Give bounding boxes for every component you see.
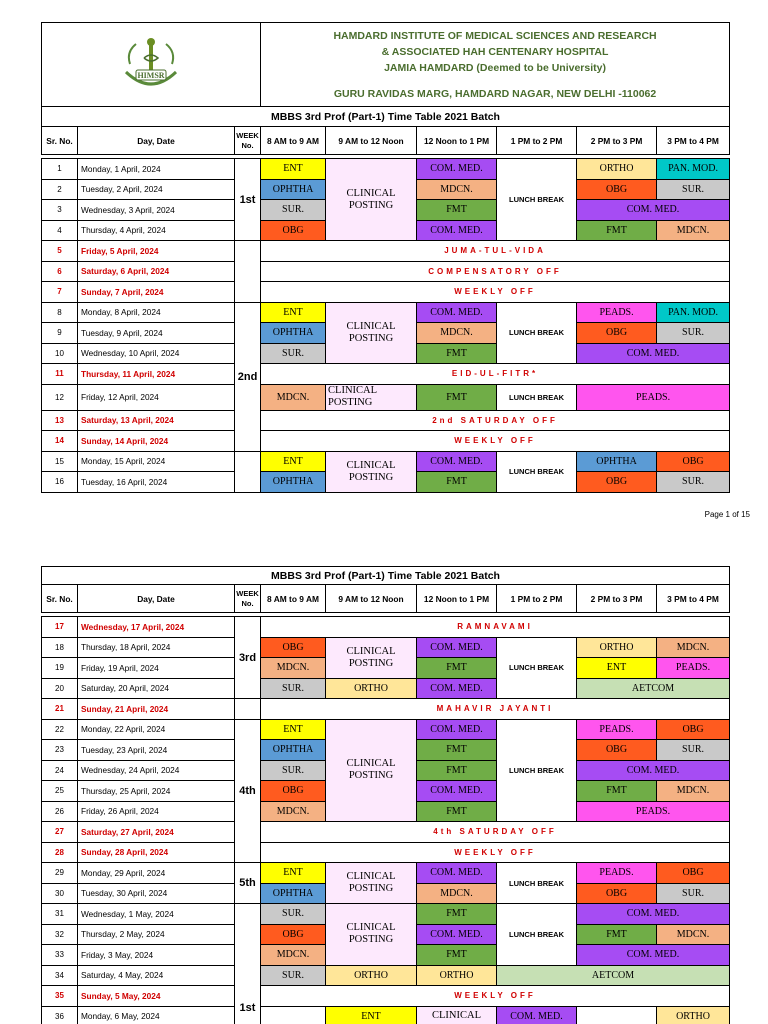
header-slot-3-4: 3 PM to 4 PM — [657, 585, 730, 613]
header-day-date: Day, Date — [78, 127, 235, 155]
table-row: 2 Tuesday, 2 April, 2024 OPHTHA MDCN. OBG SUR. — [42, 179, 730, 200]
table-row: 19 Friday, 19 April, 2024 MDCN. FMT ENT PEADS. — [42, 658, 730, 679]
table-row: 35 Sunday, 5 May, 2024 WEEKLY OFF — [42, 986, 730, 1007]
lunch-break: LUNCH BREAK — [497, 451, 577, 492]
lunch-break: LUNCH BREAK — [497, 302, 577, 364]
week-label: 1st — [235, 159, 261, 241]
table-row: 32 Thursday, 2 May, 2024 OBG COM. MED. FMT MDCN. — [42, 924, 730, 945]
table-row: 6 Saturday, 6 April, 2024 COMPENSATORY OFF — [42, 261, 730, 282]
holiday-label: 2nd SATURDAY OFF — [261, 410, 730, 431]
header-slot-2-3: 2 PM to 3 PM — [577, 127, 657, 155]
header-day-date: Day, Date — [78, 585, 235, 613]
header-sr-no: Sr. No. — [42, 585, 78, 613]
institute-header — [261, 23, 730, 107]
table-row: 23 Tuesday, 23 April, 2024 OPHTHA FMT OBG SUR. — [42, 740, 730, 761]
lunch-break: LUNCH BREAK — [497, 904, 577, 966]
holiday-label: WEEKLY OFF — [261, 282, 730, 303]
table-row: 16 Tuesday, 16 April, 2024 OPHTHA FMT OBG SUR. — [42, 472, 730, 493]
holiday-label: WEEKLY OFF — [261, 842, 730, 863]
holiday-label: JUMA-TUL-VIDA — [261, 241, 730, 262]
header-slot-8-9: 8 AM to 9 AM — [261, 127, 326, 155]
header-slot-1-2: 1 PM to 2 PM — [497, 585, 577, 613]
week-label: 2nd — [235, 302, 261, 451]
timetable-page-1-table — [41, 22, 730, 493]
table-row: 34 Saturday, 4 May, 2024 SUR. ORTHO ORTHO AETCOM — [42, 965, 730, 986]
table-row: 30 Tuesday, 30 April, 2024 OPHTHA MDCN. OBG SUR. — [42, 883, 730, 904]
svg-text:HIMSR: HIMSR — [137, 70, 165, 80]
lunch-break: LUNCH BREAK — [497, 159, 577, 241]
table-row: 26 Friday, 26 April, 2024 MDCN. FMT PEADS. — [42, 801, 730, 822]
header-slot-12-1: 12 Noon to 1 PM — [417, 127, 497, 155]
timetable-title: MBBS 3rd Prof (Part-1) Time Table 2021 Batch — [42, 567, 730, 585]
header-sr-no: Sr. No. — [42, 127, 78, 155]
university-name: JAMIA HAMDARD (Deemed to be University) — [384, 61, 606, 74]
header-slot-2-3: 2 PM to 3 PM — [577, 585, 657, 613]
table-row: 5 Friday, 5 April, 2024 JUMA-TUL-VIDA — [42, 241, 730, 262]
holiday-label: 4th SATURDAY OFF — [261, 822, 730, 843]
header-slot-9-12: 9 AM to 12 Noon — [326, 585, 417, 613]
timetable-title: MBBS 3rd Prof (Part-1) Time Table 2021 Batch — [42, 107, 730, 127]
table-row: 4 Thursday, 4 April, 2024 OBG COM. MED. FMT MDCN. — [42, 220, 730, 241]
header-slot-1-2: 1 PM to 2 PM — [497, 127, 577, 155]
table-row: 3 Wednesday, 3 April, 2024 SUR. FMT COM. MED. — [42, 200, 730, 221]
clinical-posting: CLINICAL POSTING — [326, 159, 417, 241]
lunch-break: LUNCH BREAK — [497, 384, 577, 410]
table-row: 28 Sunday, 28 April, 2024 WEEKLY OFF — [42, 842, 730, 863]
header-slot-3-4: 3 PM to 4 PM — [657, 127, 730, 155]
lunch-break: LUNCH BREAK — [497, 637, 577, 699]
table-row: 24 Wednesday, 24 April, 2024 SUR. FMT COM. MED. — [42, 760, 730, 781]
clinical-posting: CLINICAL POSTING — [326, 719, 417, 822]
table-row: 29 Monday, 29 April, 2024 5th ENT CLINICAL POSTING COM. MED. LUNCH BREAK PEADS. OBG — [42, 863, 730, 884]
table-row: 33 Friday, 3 May, 2024 MDCN. FMT COM. MED. — [42, 945, 730, 966]
timetable-page-2-table — [41, 566, 730, 1024]
lunch-break: LUNCH BREAK — [497, 863, 577, 904]
table-row: 17 Wednesday, 17 April, 2024 3rd RAMNAVAMI — [42, 617, 730, 638]
table-row: 12 Friday, 12 April, 2024 MDCN. CLINICAL POSTING FMT LUNCH BREAK PEADS. — [42, 384, 730, 410]
lunch-break: LUNCH BREAK — [497, 719, 577, 822]
clinical-posting: CLINICAL POSTING — [326, 863, 417, 904]
clinical-posting: CLINICAL POSTING — [326, 451, 417, 492]
table-row: 15 Monday, 15 April, 2024 ENT CLINICAL POSTING COM. MED. LUNCH BREAK OPHTHA OBG — [42, 451, 730, 472]
week-label: 3rd — [235, 617, 261, 699]
table-row: 25 Thursday, 25 April, 2024 OBG COM. MED. FMT MDCN. — [42, 781, 730, 802]
holiday-label: WEEKLY OFF — [261, 986, 730, 1007]
table-row: 31 Wednesday, 1 May, 2024 1st SUR. CLINICAL POSTING FMT LUNCH BREAK COM. MED. — [42, 904, 730, 925]
week-label: 5th — [235, 863, 261, 904]
clinical-posting: CLINICAL POSTING — [326, 904, 417, 966]
table-row: 8 Monday, 8 April, 2024 2nd ENT CLINICAL POSTING COM. MED. LUNCH BREAK PEADS. PAN. MOD. — [42, 302, 730, 323]
hospital-name: & ASSOCIATED HAH CENTENARY HOSPITAL — [381, 45, 609, 58]
table-row: 27 Saturday, 27 April, 2024 4th SATURDAY OFF — [42, 822, 730, 843]
table-row: 9 Tuesday, 9 April, 2024 OPHTHA MDCN. OBG SUR. — [42, 323, 730, 344]
table-row: 11 Thursday, 11 April, 2024 EID-UL-FITR* — [42, 364, 730, 385]
logo-cell — [42, 23, 261, 107]
table-row: 21 Sunday, 21 April, 2024 MAHAVIR JAYANTI — [42, 699, 730, 720]
header-slot-9-12: 9 AM to 12 Noon — [326, 127, 417, 155]
page-number: Page 1 of 15 — [704, 510, 750, 519]
holiday-label: WEEKLY OFF — [261, 431, 730, 452]
himsr-logo-icon — [116, 34, 186, 94]
table-row: 13 Saturday, 13 April, 2024 2nd SATURDAY OFF — [42, 410, 730, 431]
holiday-label: RAMNAVAMI — [261, 617, 730, 638]
table-row: 14 Sunday, 14 April, 2024 WEEKLY OFF — [42, 431, 730, 452]
institute-address: GURU RAVIDAS MARG, HAMDARD NAGAR, NEW DELHI -110062 — [333, 87, 657, 100]
table-row: 7 Sunday, 7 April, 2024 WEEKLY OFF — [42, 282, 730, 303]
week-label: 4th — [235, 719, 261, 863]
table-row: 10 Wednesday, 10 April, 2024 SUR. FMT COM. MED. — [42, 343, 730, 364]
holiday-label: COMPENSATORY OFF — [261, 261, 730, 282]
holiday-label: MAHAVIR JAYANTI — [261, 699, 730, 720]
clinical-posting: CLINICAL POSTING — [326, 637, 417, 678]
header-week-no: WEEK No. — [235, 585, 261, 613]
holiday-label: EID-UL-FITR* — [261, 364, 730, 385]
table-row: 18 Thursday, 18 April, 2024 OBG CLINICAL POSTING COM. MED. LUNCH BREAK ORTHO MDCN. — [42, 637, 730, 658]
table-row: 22 Monday, 22 April, 2024 4th ENT CLINICAL POSTING COM. MED. LUNCH BREAK PEADS. OBG — [42, 719, 730, 740]
header-slot-8-9: 8 AM to 9 AM — [261, 585, 326, 613]
table-row: 20 Saturday, 20 April, 2024 SUR. ORTHO COM. MED. AETCOM — [42, 678, 730, 699]
header-week-no: WEEK No. — [235, 127, 261, 155]
timetable-page-2 — [0, 540, 768, 1024]
institute-name: HAMDARD INSTITUTE OF MEDICAL SCIENCES AND RESEARCH — [333, 29, 657, 42]
table-row: 1 Monday, 1 April, 2024 1st ENT CLINICAL POSTING COM. MED. LUNCH BREAK ORTHO PAN. MOD. — [42, 159, 730, 180]
week-label: 1st — [235, 904, 261, 1024]
table-row: 36 Monday, 6 May, 2024 ENT CLINICAL COM. MED. ORTHO — [42, 1006, 730, 1024]
header-slot-12-1: 12 Noon to 1 PM — [417, 585, 497, 613]
clinical-posting: CLINICAL POSTING — [326, 302, 417, 364]
